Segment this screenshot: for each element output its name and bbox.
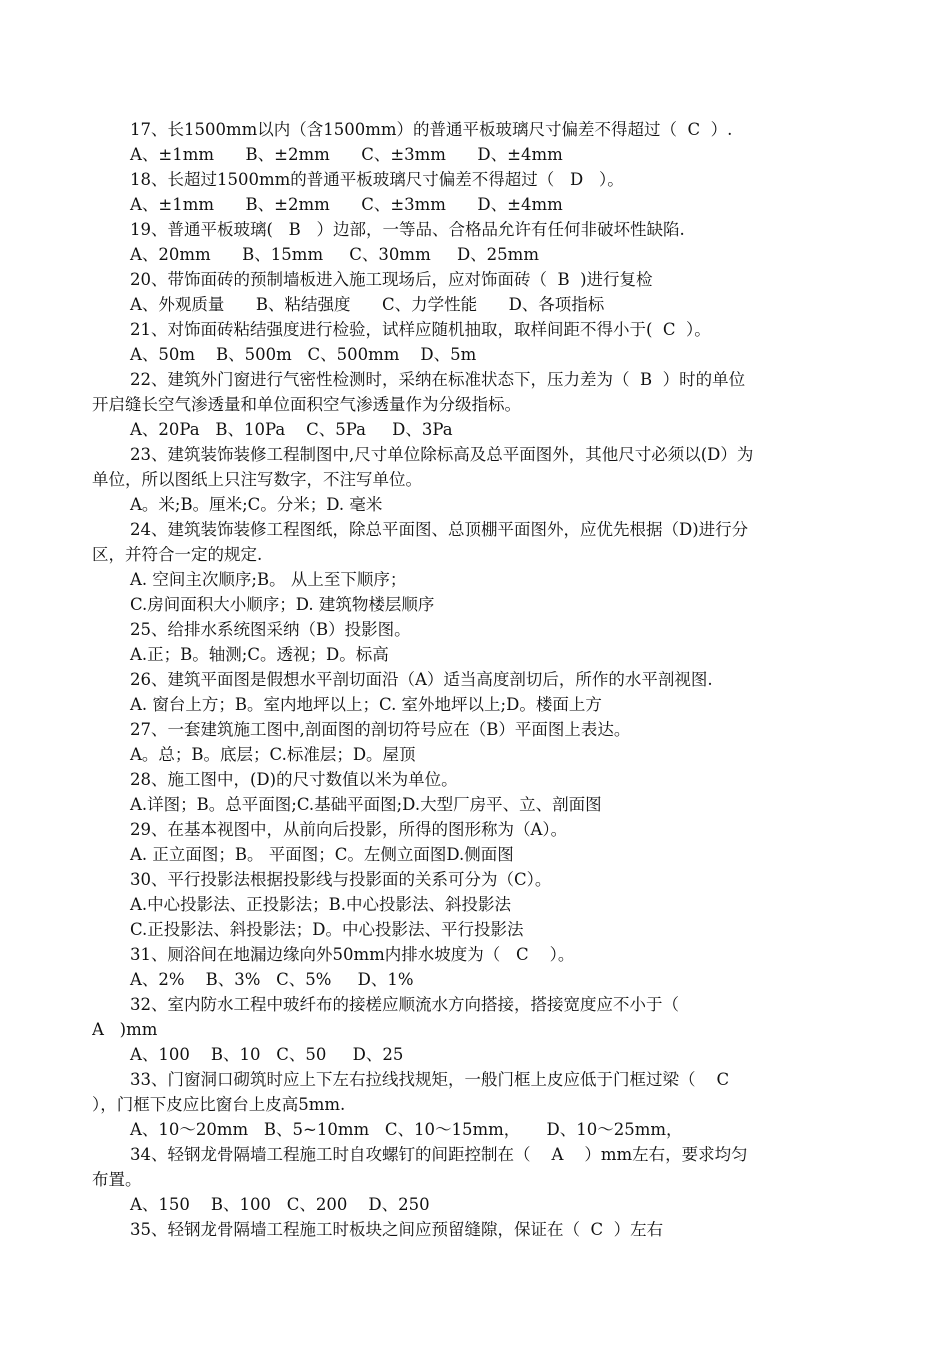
text-line: A。米;B。厘米;C。分米；D. 毫米	[130, 495, 383, 514]
exam-question-list	[92, 117, 862, 1242]
text-line: A.正；B。轴测;C。透视；D。标高	[130, 645, 389, 664]
text-line: 18、长超过1500mm的普通平板玻璃尺寸偏差不得超过（ D ）。	[130, 170, 624, 189]
text-line: C.正投影法、斜投影法；D。中心投影法、平行投影法	[130, 920, 524, 939]
text-line: 17、长1500mm以内（含1500mm）的普通平板玻璃尺寸偏差不得超过（ C ）.	[130, 120, 733, 139]
text-line: A. 窗台上方；B。室内地坪以上；C. 室外地坪以上;D。楼面上方	[130, 695, 602, 714]
text-line: A. 空间主次顺序;B。 从上至下顺序；	[130, 570, 407, 589]
text-line: A、外观质量 B、粘结强度 C、力学性能 D、各项指标	[130, 295, 605, 314]
text-line: 23、建筑装饰装修工程制图中,尺寸单位除标高及总平面图外，其他尺寸必须以(D）为	[130, 445, 754, 464]
text-line: 区，并符合一定的规定.	[92, 545, 263, 564]
text-line: 33、门窗洞口砌筑时应上下左右拉线找规矩，一般门框上皮应低于门框过梁（ C	[130, 1070, 730, 1089]
text-line: 31、厕浴间在地漏边缘向外50mm内排水坡度为（ C ）。	[130, 945, 575, 964]
text-line: 21、对饰面砖粘结强度进行检验，试样应随机抽取，取样间距不得小于( C ）。	[130, 320, 711, 339]
text-line: A.中心投影法、正投影法；B.中心投影法、斜投影法	[130, 895, 512, 914]
text-line: A. 正立面图；B。 平面图；C。左侧立面图D.侧面图	[130, 845, 514, 864]
text-line: ），门框下皮应比窗台上皮高5mm.	[92, 1095, 346, 1114]
text-line: A.详图；B。总平面图;C.基础平面图;D.大型厂房平、立、剖面图	[130, 795, 602, 814]
text-line: 29、在基本视图中，从前向后投影，所得的图形称为（A）。	[130, 820, 568, 839]
text-line: A、±1mm B、±2mm C、±3mm D、±4mm	[130, 145, 563, 164]
text-line: A、±1mm B、±2mm C、±3mm D、±4mm	[130, 195, 563, 214]
text-line: 19、普通平板玻璃( B ）边部，一等品、合格品允许有任何非破坏性缺陷.	[130, 220, 685, 239]
text-line: 30、平行投影法根据投影线与投影面的关系可分为（C）。	[130, 870, 552, 889]
text-line: 35、轻钢龙骨隔墙工程施工时板块之间应预留缝隙，保证在（ C ）左右	[130, 1220, 664, 1239]
text-line: C.房间面积大小顺序；D. 建筑物楼层顺序	[130, 595, 435, 614]
text-line: A、2% B、3% C、5% D、1%	[130, 970, 414, 989]
text-line: A、20Pa B、10Pa C、5Pa D、3Pa	[130, 420, 453, 439]
text-line: 34、轻钢龙骨隔墙工程施工时自攻螺钉的间距控制在（ A ）mm左右，要求均匀	[130, 1145, 748, 1164]
text-line: A、100 B、10 C、50 D、25	[130, 1045, 404, 1064]
text-line: A、50m B、500m C、500mm D、5m	[130, 345, 477, 364]
text-line: 开启缝长空气渗透量和单位面积空气渗透量作为分级指标。	[92, 395, 521, 414]
text-line: 单位，所以图纸上只注写数字，不注写单位。	[92, 470, 422, 489]
text-line: 20、带饰面砖的预制墙板进入施工现场后，应对饰面砖（ B )进行复检	[130, 270, 653, 289]
text-line: A )mm	[92, 1020, 158, 1039]
text-line: A。总；B。底层；C.标准层；D。屋顶	[130, 745, 416, 764]
text-line: A、20mm B、15mm C、30mm D、25mm	[130, 245, 539, 264]
text-line: A、10～20mm B、5~10mm C、10～15mm， D、10～25mm，	[130, 1120, 683, 1139]
text-line: A、150 B、100 C、200 D、250	[130, 1195, 430, 1214]
text-line: 24、建筑装饰装修工程图纸，除总平面图、总顶棚平面图外，应优先根据（D)进行分	[130, 520, 749, 539]
text-line: 32、室内防水工程中玻纤布的接槎应顺流水方向搭接，搭接宽度应不小于（	[130, 995, 679, 1014]
text-line: 布置。	[92, 1170, 142, 1189]
text-line: 27、一套建筑施工图中,剖面图的剖切符号应在（B）平面图上表达。	[130, 720, 631, 739]
text-line: 22、建筑外门窗进行气密性检测时，采纳在标准状态下，压力差为（ B ）时的单位	[130, 370, 746, 389]
text-line: 28、施工图中，(D)的尺寸数值以米为单位。	[130, 770, 458, 789]
text-line: 25、给排水系统图采纳（B）投影图。	[130, 620, 411, 639]
text-line: 26、建筑平面图是假想水平剖切面沿（A）适当高度剖切后，所作的水平剖视图.	[130, 670, 713, 689]
